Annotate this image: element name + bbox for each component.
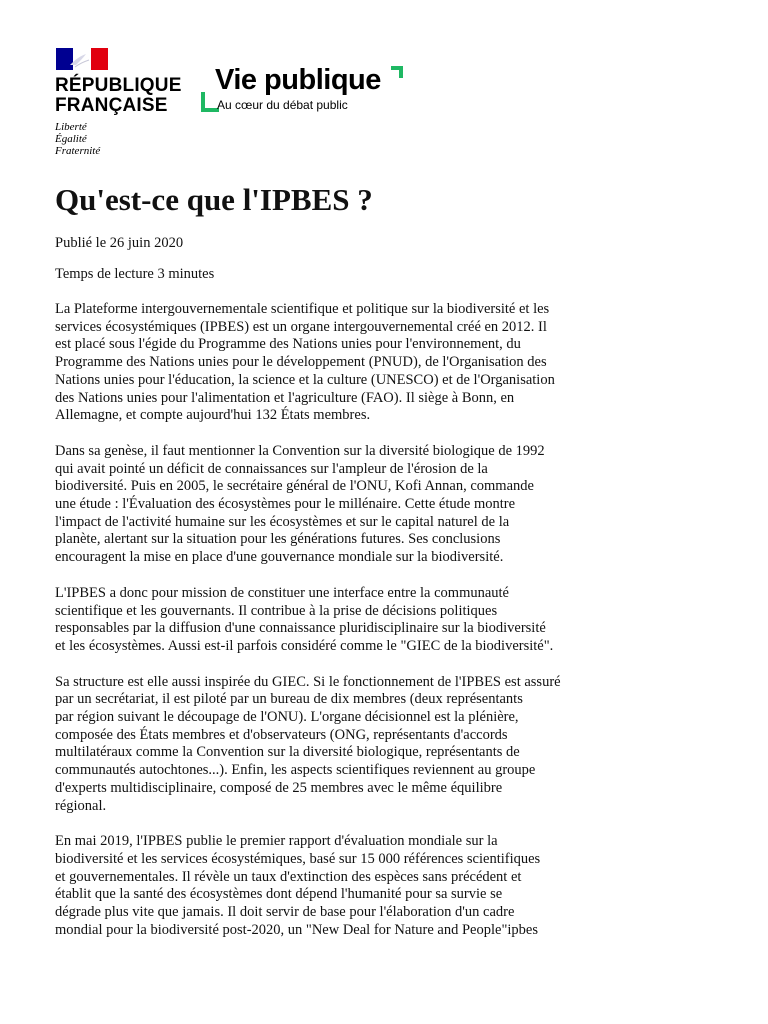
paragraph-line: communautés autochtones...). Enfin, les aspects scientifiques reviennent au groupe [55, 762, 536, 779]
article-paragraph [55, 585, 715, 656]
paragraph-line: responsables par la diffusion d'une connaissance pluridisciplinaire sur la biodiversité [55, 620, 546, 637]
paragraph-line: l'impact de l'activité humaine sur les écosystèmes et sur le capital naturel de la [55, 513, 510, 530]
paragraph-line: est placé sous l'égide du Programme des Nations unies pour l'environnement, du [55, 336, 521, 353]
motto-egalite: Égalité [55, 133, 87, 145]
paragraph-line: Allemagne, et compte aujourd'hui 132 États membres. [55, 407, 371, 424]
paragraph-line: planète, alertant sur la situation pour les générations futures. Ses conclusions [55, 531, 501, 548]
paragraph-line: et les écosystèmes. Aussi est-il parfois considéré comme le "GIEC de la biodiversité". [55, 637, 554, 654]
paragraph-line: La Plateforme intergouvernementale scientifique et politique sur la biodiversité et les [55, 301, 550, 317]
article-title: Qu'est-ce que l'IPBES ? [55, 182, 373, 217]
paragraph-line: une étude : l'Évaluation des écosystèmes pour le millénaire. Cette étude montre [55, 496, 516, 513]
paragraph-line: encouragent la mise en place d'une gouvernance mondiale sur la biodiversité. [55, 549, 504, 566]
paragraph-line: par un secrétariat, il est piloté par un bureau de dix membres (deux représentants [55, 691, 523, 708]
paragraph-line: Programme des Nations unies pour le développement (PNUD), de l'Organisation des [55, 354, 547, 371]
paragraph-line: établit que la santé des écosystèmes dont dépend l'humanité pour sa survie se [55, 886, 503, 903]
site-tagline: Au cœur du débat public [217, 98, 348, 112]
paragraph-line: multilatéraux comme la Convention sur la diversité biologique, représentants de [55, 744, 520, 761]
paragraph-line: des Nations unies pour l'alimentation et l'agriculture (FAO). Il siège à Bonn, en [55, 389, 515, 406]
paragraph-line: services écosystémiques (IPBES) est un organe intergouvernemental créé en 2012. Il [55, 318, 547, 335]
paragraph-line: dégrade plus vite que jamais. Il doit servir de base pour l'élaboration d'un cadre [55, 904, 515, 921]
paragraph-line: composée des États membres et d'observateurs (ONG, représentants d'accords [55, 726, 508, 743]
article-body [55, 301, 715, 940]
motto-liberte: Liberté [55, 121, 87, 133]
reading-time: Temps de lecture 3 minutes [55, 266, 215, 282]
paragraph-line: L'IPBES a donc pour mission de constituer une interface entre la communauté [55, 584, 509, 601]
paragraph-line: scientifique et les gouvernants. Il contribue à la prise de décisions politiques [55, 602, 498, 619]
paragraph-line: par région suivant le découpage de l'ONU). L'organe décisionnel est la plénière, [55, 709, 519, 726]
paragraph-line: Sa structure est elle aussi inspirée du GIEC. Si le fonctionnement de l'IPBES est assuré [55, 673, 561, 690]
paragraph-line: Dans sa genèse, il faut mentionner la Convention sur la diversité biologique de 1992 [55, 442, 545, 459]
paragraph-line: Nations unies pour l'éducation, la science et la culture (UNESCO) et de l'Organisation [55, 371, 555, 388]
page-header [0, 0, 768, 170]
site-title: Vie publique [215, 64, 381, 96]
paragraph-line: et gouvernementales. Il révèle un taux d'extinction des espèces sans précédent et [55, 868, 522, 885]
article-paragraph [55, 443, 715, 567]
republique-line-2: FRANÇAISE [55, 95, 168, 116]
republique-line-1: RÉPUBLIQUE [55, 75, 182, 96]
article-paragraph [55, 674, 715, 816]
paragraph-line: biodiversité. Puis en 2005, le secrétaire général de l'ONU, Kofi Annan, commande [55, 478, 534, 495]
article-paragraph [55, 833, 715, 939]
publish-date: Publié le 26 juin 2020 [55, 235, 184, 251]
paragraph-line: qui avait pointé un déficit de connaissances sur l'ampleur de l'érosion de la [55, 460, 488, 477]
marianne-logo-icon [56, 48, 108, 70]
paragraph-line: biodiversité et les services écosystémiques, basé sur 15 000 références scientifiques [55, 850, 541, 867]
article [55, 180, 715, 940]
article-paragraph [55, 301, 715, 425]
paragraph-line: En mai 2019, l'IPBES publie le premier rapport d'évaluation mondiale sur la [55, 833, 498, 850]
paragraph-line: d'experts multidisciplinaire, composé de 25 membres avec le même équilibre [55, 779, 503, 796]
paragraph-line: régional. [55, 797, 107, 814]
paragraph-line: mondial pour la biodiversité post-2020, un "New Deal for Nature and People"ipbes [55, 921, 538, 938]
vie-publique-logo [195, 60, 410, 160]
motto-fraternite: Fraternité [55, 145, 101, 157]
